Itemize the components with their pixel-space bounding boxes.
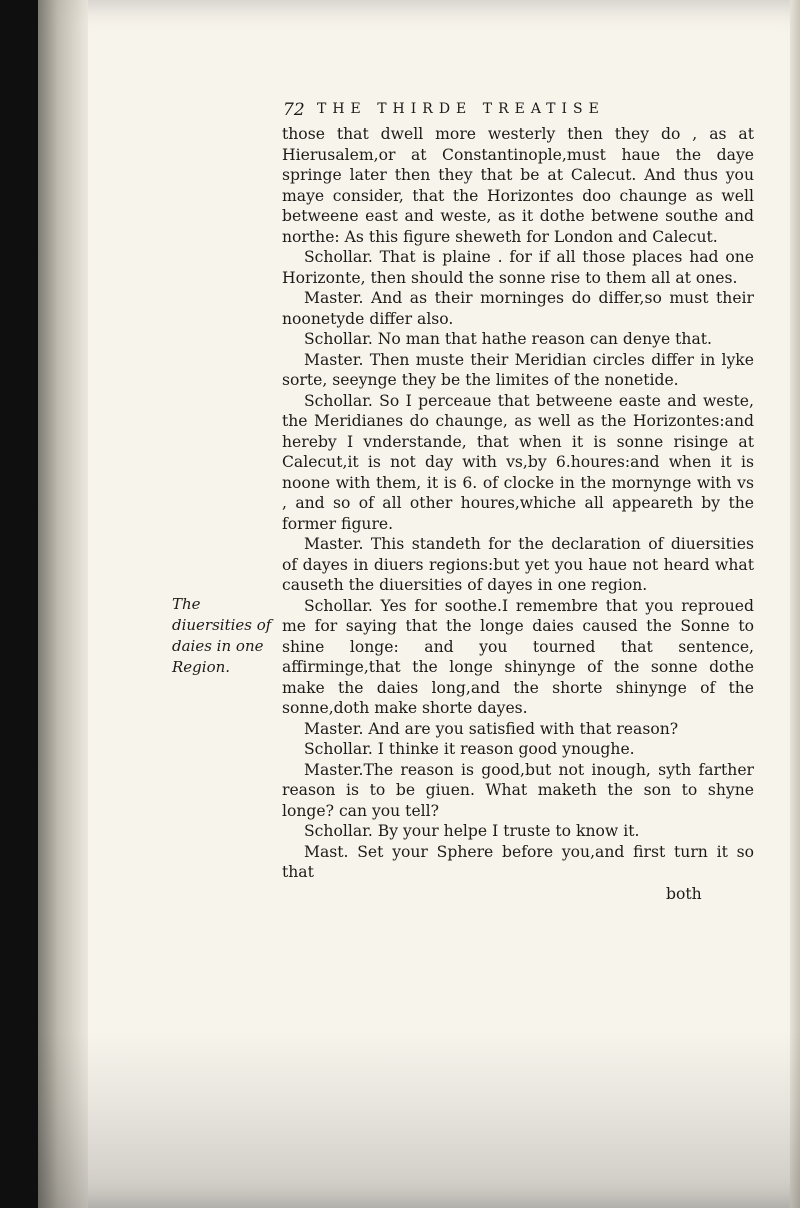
paragraph: Schollar. By your helpe I truste to know it. bbox=[304, 822, 640, 840]
page-number: 72 bbox=[283, 100, 305, 120]
book-gutter bbox=[38, 0, 88, 1208]
paragraph: Mast. Set your Sphere before you,and first turn it so that bbox=[282, 842, 754, 881]
margin-note: The diuersities of daies in one Region. bbox=[172, 595, 272, 676]
paragraph: Master. And are you satisfied with that reason? bbox=[304, 719, 679, 738]
page-edge bbox=[790, 0, 800, 1208]
paragraph: Schollar. Yes for soothe.I remembre that you reproued me for saying that the longe daies caused the Sonne to shine longe: and you tourned that sentence, affirminge,that the longe shinynge of the sonne dothe make the daies long,and the shorte shinynge of the sonne,doth make shorte dayes. bbox=[282, 596, 754, 717]
paragraph: Master. And as their morninges do differ,so must their noonetyde differ also. bbox=[282, 289, 754, 328]
paragraph: Schollar. That is plaine . for if all those places had one Horizonte, then should the sonne rise to them all at ones. bbox=[282, 248, 754, 287]
paragraph: Master. This standeth for the declaration of diuersities of dayes in diuers regions:but yet you haue not heard what causeth the diuersities of dayes in one region. bbox=[282, 535, 754, 594]
paragraph: Schollar. No man that hathe reason can denye that. bbox=[304, 330, 712, 348]
page-header bbox=[283, 100, 743, 122]
body-text bbox=[282, 124, 754, 883]
paragraph: Master.The reason is good,but not inough, syth farther reason is to be giuen. What maketh the son to shyne longe? can you tell? bbox=[282, 760, 754, 820]
running-head: THE THIRDE TREATISE bbox=[317, 101, 605, 117]
paragraph: those that dwell more westerly then they do , as at Hierusalem,or at Constantinople,must haue the daye springe later then they that be at Calecut. And thus you maye consider, that the Horizontes doo chaunge as well betweene east and weste, as it dothe betwene southe and northe: As this figure sheweth for London and Calecut. bbox=[282, 125, 754, 246]
paragraph: Schollar. So I perceaue that betweene easte and weste, the Meridianes do chaunge, as well as the Horizontes:and hereby I vnderstande, that when it is sonne risinge at Calecut,it is not day with vs,by 6.houres:and when it is noone with them, it is 6. of clocke in the mornynge with vs , and so of all other houres,whiche all appeareth by the former figure. bbox=[282, 391, 754, 533]
catchword: both bbox=[666, 885, 702, 903]
paragraph: Schollar. I thinke it reason good ynoughe. bbox=[304, 740, 635, 758]
paragraph: Master. Then muste their Meridian circles differ in lyke sorte, seeynge they be the limites of the nonetide. bbox=[282, 350, 754, 389]
page-bottom-shadow bbox=[38, 1030, 800, 1208]
